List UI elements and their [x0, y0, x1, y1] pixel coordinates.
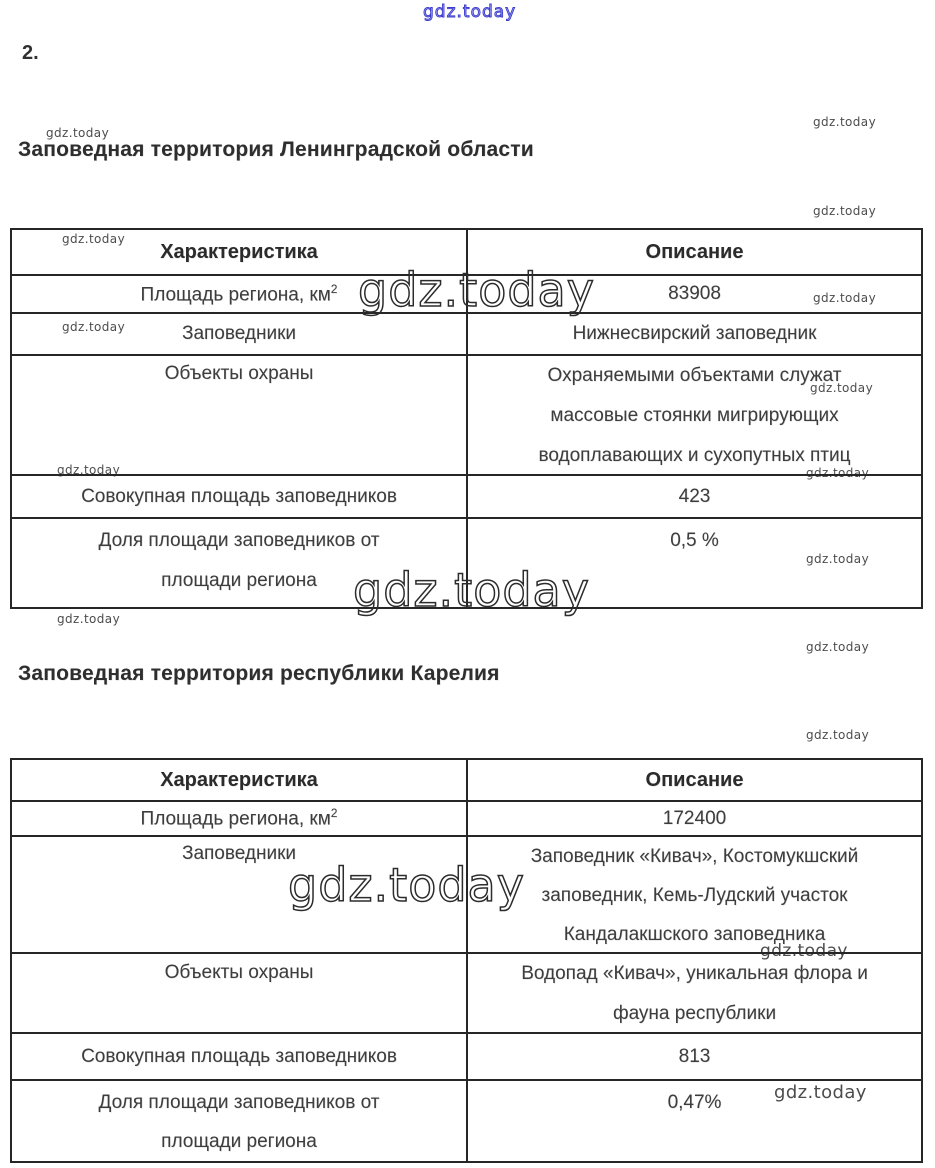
- table-row: [12, 835, 921, 952]
- watermark: gdz.today: [62, 320, 126, 334]
- row-label: Заповедники: [12, 314, 468, 354]
- table-row: [12, 354, 921, 474]
- watermark: gdz.today: [806, 728, 870, 742]
- table-row: [12, 1032, 921, 1079]
- watermark: gdz.today: [810, 381, 874, 395]
- table-row: [12, 800, 921, 835]
- table-row: [12, 1079, 921, 1161]
- row-value: Нижнесвирский заповедник: [572, 323, 817, 344]
- watermark: gdz.today: [46, 126, 110, 140]
- watermark: gdz.today: [760, 941, 848, 961]
- row-value: 0,5 %: [670, 530, 719, 551]
- column-header-characteristic: Характеристика: [12, 230, 468, 274]
- row-label: Объекты охраны: [12, 954, 468, 1032]
- row-value: 0,47%: [667, 1092, 722, 1113]
- row-value: 83908: [668, 283, 721, 304]
- section-title-leningrad: Заповедная территория Ленинградской области: [18, 138, 534, 161]
- row-value: Охраняемыми объектами служат массовые стоянки мигрирующих водоплавающих и сухопутных птиц: [538, 365, 851, 466]
- section-title-karelia: Заповедная территория республики Карелия: [18, 662, 500, 685]
- row-label: Заповедники: [12, 837, 468, 952]
- column-header-description: Описание: [645, 768, 744, 791]
- watermark: gdz.today: [806, 466, 870, 480]
- table-header-row: [12, 760, 921, 800]
- table-row: [12, 474, 921, 517]
- watermark: gdz.today: [813, 204, 877, 218]
- column-header-description: Описание: [645, 240, 744, 263]
- row-label: Площадь региона, $км^2$: [12, 276, 468, 312]
- row-label: Доля площади заповедников от площади региона: [12, 519, 468, 607]
- row-value: 172400: [662, 807, 727, 829]
- table-karelia: [10, 758, 923, 1163]
- table-row: [12, 952, 921, 1032]
- row-label: Площадь региона, $км^2$: [12, 802, 468, 835]
- row-value: Заповедник «Кивач», Костомукшский заповедник, Кемь-Лудский участок Кандалакшского заповедника: [530, 846, 859, 945]
- watermark: gdz.today: [813, 291, 877, 305]
- row-label: Доля площади заповедников от площади региона: [12, 1081, 468, 1161]
- row-value: Водопад «Кивач», уникальная флора и фауна республики: [521, 963, 868, 1024]
- watermark: gdz.today: [57, 612, 121, 626]
- watermark: gdz.today: [353, 563, 590, 617]
- superscript: 2: [330, 806, 338, 821]
- watermark: gdz.today: [806, 552, 870, 566]
- row-label: Объекты охраны: [12, 356, 468, 474]
- watermark: gdz.today: [423, 2, 517, 22]
- watermark: gdz.today: [813, 115, 877, 129]
- row-value: 423: [678, 485, 711, 507]
- question-number: 2.: [22, 42, 39, 64]
- column-header-characteristic: Характеристика: [12, 760, 468, 800]
- watermark: gdz.today: [62, 232, 126, 246]
- watermark: gdz.today: [57, 463, 121, 477]
- watermark: gdz.today: [806, 640, 870, 654]
- row-label: Совокупная площадь заповедников: [12, 476, 468, 517]
- table-row: [12, 312, 921, 354]
- row-value: 813: [678, 1045, 711, 1067]
- watermark: gdz.today: [774, 1082, 867, 1103]
- row-label: Совокупная площадь заповедников: [12, 1034, 468, 1079]
- watermark: gdz.today: [358, 263, 595, 317]
- watermark: gdz.today: [288, 858, 525, 912]
- superscript: 2: [330, 281, 338, 296]
